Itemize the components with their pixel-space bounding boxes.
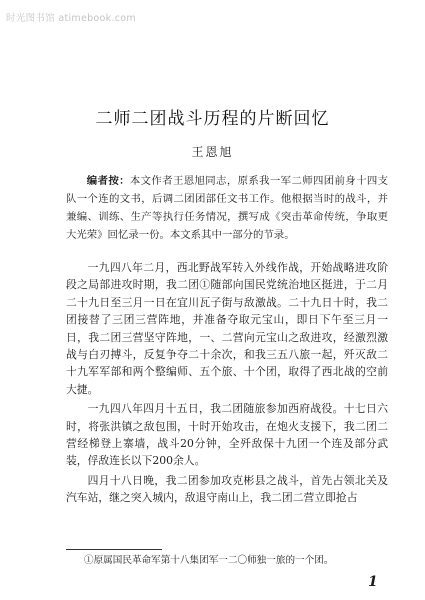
paragraph: 一九四八年二月，西北野战军转入外线作战，开始战略进攻阶段之局部进攻时期，我二团①随部向国民党统治地区挺进，于二月二十九日至三月一日在宜川瓦子街与敌激战。二十九日十时，我二团接替了三团三营阵地，并准备夺取元宝山，即日下午至三月一日，我二团三营坚守阵地，一、二营向元宝山之敌进攻，经激烈激战与白刃搏斗，反复争夺二十余次，和我三五八旅一起，歼灭敌二十九军军部和两个整编师、五个旅、十个团，取得了西北战的空前大捷。 xyxy=(66,261,388,396)
editor-note-text: 本文作者王恩旭同志，原系我一军二师四团前身十四支队一个连的文书，后调二团团部任文书工作。他根据当时的战斗，并兼编、训练、生产等执行任务情况，撰写成《突击革命传统，争取更大光荣》回忆录一份。本文系其中一部分的节录。 xyxy=(66,175,389,241)
paragraph: 四月十八日晚，我二团参加攻克彬县之战斗，首先占领北关及汽车站，继之突入城内，敌退守南山上，我二团二营立即抢占 xyxy=(66,473,388,505)
footnote: ①原属国民革命军第十八集团军一二〇师独一旅的一个团。 xyxy=(84,555,334,566)
page-title: 二师二团战斗历程的片断回忆 xyxy=(95,109,330,129)
paragraph: 一九四八年四月十五日，我二团随旅参加西府战役。十七日六时，将张洪镇之敌包围，十时开始攻击，在炮火支援下，我二团二营经梯登上寨墙，战斗20分钟，全歼敌保十九团一个连及部分武装，俘敌连长以下200余人。 xyxy=(66,402,388,468)
page-number: 1 xyxy=(368,574,378,590)
editor-note-lead: 编者按： xyxy=(86,175,130,187)
watermark: 时光图书馆 atimebook.com xyxy=(6,13,136,24)
editor-note xyxy=(66,172,388,244)
footnote-rule xyxy=(66,549,162,550)
body-text xyxy=(66,259,388,507)
author: 王恩旭 xyxy=(191,145,234,159)
